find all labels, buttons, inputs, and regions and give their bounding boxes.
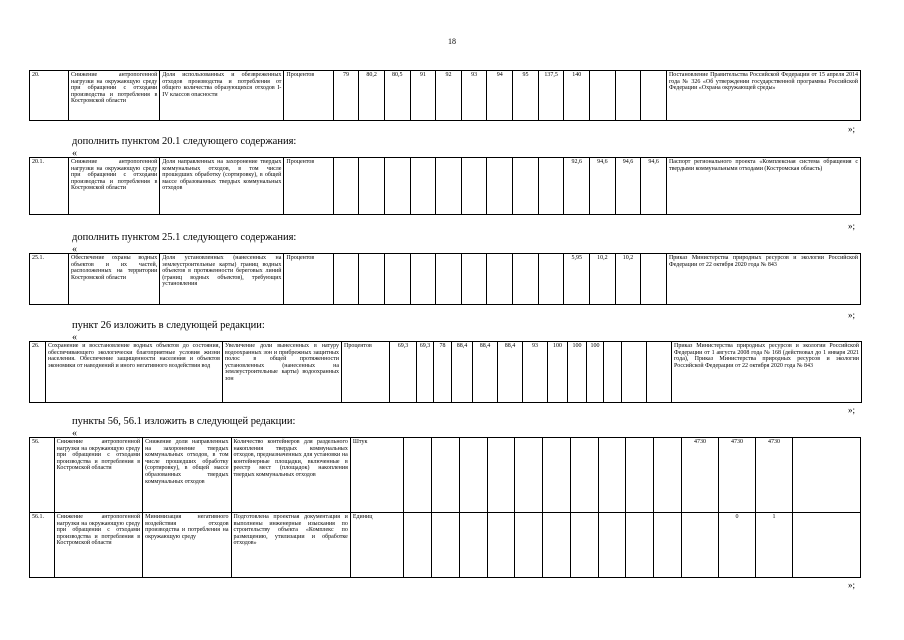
value-cell: 69,3 (417, 342, 434, 403)
value-cell: 94,6 (590, 158, 616, 215)
value-cell (570, 438, 598, 513)
indicator-name: Доля использованных и обезвреженных отходов производства и потребления от общего количества образующихся отходов I-IV классов опасности (160, 71, 284, 121)
value-cell (570, 513, 598, 578)
row-number: 20. (30, 71, 69, 121)
value-cell (487, 158, 513, 215)
table-row-20-1 (29, 157, 861, 215)
value-cell: 1 (756, 513, 793, 578)
value-cell (461, 254, 487, 305)
value-cell (590, 71, 616, 121)
table-row-26 (29, 341, 862, 403)
value-cell: 4730 (681, 438, 718, 513)
value-cell (641, 71, 667, 121)
value-cell (459, 438, 487, 513)
row-number: 56.1. (30, 513, 55, 578)
unit-cell: Штук (350, 438, 403, 513)
table-row (30, 342, 862, 403)
source-cell: Паспорт регионального проекта «Комплексная система обращения с твердыми коммунальными отходами (Костромская область) (666, 158, 860, 215)
row-number: 56. (30, 438, 55, 513)
value-cell (410, 158, 436, 215)
section-heading: пункты 56, 56.1 изложить в следующей редакции: (72, 416, 296, 427)
value-cell (622, 342, 647, 403)
value-cell (654, 438, 682, 513)
value-cell: 88,4 (498, 342, 523, 403)
value-cell: 4730 (718, 438, 755, 513)
goal-name: Сохранение и восстановление водных объектов до состояния, обеспечивающего экологически благоприятные условия жизни населения. Обеспечение защищенности населения и объектов экономики от наводнений и иного негативного воздействия вод (46, 342, 223, 403)
value-cell: 137,5 (538, 71, 564, 121)
value-cell (384, 158, 410, 215)
value-cell (404, 438, 432, 513)
value-cell (647, 342, 672, 403)
value-cell (626, 513, 654, 578)
value-cell: 140 (564, 71, 590, 121)
unit-cell: Единиц (350, 513, 403, 578)
value-cell (543, 438, 571, 513)
indicator-name: Доля установленных (нанесенных на землеустроительные карты) границ водных объектов в протяженности береговых линий (границ водных объектов), требующих установления (160, 254, 284, 305)
row-number: 20.1. (30, 158, 69, 215)
value-cell (359, 158, 385, 215)
table-row-25-1 (29, 253, 861, 305)
table-row (30, 254, 861, 305)
value-cell (543, 513, 571, 578)
value-cell (384, 254, 410, 305)
value-cell: 78 (434, 342, 452, 403)
table-row-20 (29, 70, 861, 121)
value-cell (538, 158, 564, 215)
section-heading: пункт 26 изложить в следующей редакции: (72, 320, 265, 331)
value-cell: 10,2 (615, 254, 641, 305)
value-cell (626, 438, 654, 513)
value-cell: 91 (410, 71, 436, 121)
goal-name: Обеспечение охраны водных объектов и их частей, расположенных на территории Костромской области (68, 254, 159, 305)
indicator-name: Увеличение доли вынесенных в натуру водоохранных зон и прибрежных защитных полос в общей протяженности установленных (нанесенных на землеустроительные карты) водоохранных зон (223, 342, 342, 403)
close-quote: »; (848, 124, 856, 134)
value-cell: 80,2 (359, 71, 385, 121)
value-cell: 5,95 (564, 254, 590, 305)
value-cell: 100 (568, 342, 587, 403)
table-row (30, 71, 861, 121)
open-quote: « (72, 244, 77, 255)
source-cell: Постановление Правительства Российской Федерации от 15 апреля 2014 года № 326 «Об утверждении государственной программы Российской Федерации «Охрана окружающей среды» (666, 71, 860, 121)
open-quote: « (72, 428, 77, 439)
row-number: 26. (30, 342, 46, 403)
value-cell (681, 513, 718, 578)
source-cell: Приказ Министерства природных ресурсов и экологии Российской Федерации от 1 августа 2008 года № 168 (действовал до 1 января 2021 года), Приказ Министерства природных ресурсов и экологии Российской Федерации от 22 октября 2020 года № 843 (672, 342, 862, 403)
table-rows-56 (29, 437, 861, 578)
value-cell (333, 254, 359, 305)
section-heading: дополнить пунктом 20.1 следующего содержания: (72, 136, 297, 147)
value-cell (487, 513, 515, 578)
close-quote: »; (848, 221, 856, 231)
value-cell: 100 (548, 342, 568, 403)
value-cell (641, 254, 667, 305)
value-cell: 92 (436, 71, 462, 121)
close-quote: »; (848, 580, 856, 590)
close-quote: »; (848, 405, 856, 415)
value-cell (513, 158, 539, 215)
value-cell (333, 158, 359, 215)
value-cell (615, 71, 641, 121)
value-cell (604, 342, 622, 403)
value-cell: 93 (461, 71, 487, 121)
value-cell: 4730 (756, 438, 793, 513)
close-quote: »; (848, 310, 856, 320)
table-row (30, 513, 861, 578)
row-number: 25.1. (30, 254, 69, 305)
table-row (30, 438, 861, 513)
value-cell (436, 158, 462, 215)
value-cell: 0 (718, 513, 755, 578)
unit-cell: Процентов (342, 342, 390, 403)
value-cell: 10,2 (590, 254, 616, 305)
value-cell (359, 254, 385, 305)
value-cell (432, 438, 460, 513)
value-cell: 94 (487, 71, 513, 121)
value-cell: 88,4 (452, 342, 473, 403)
unit-cell: Процентов (284, 254, 333, 305)
goal-name: Снижение антропогенной нагрузки на окружающую среду при обращении с отходами производства и потребления в Костромской области (54, 513, 142, 578)
open-quote: « (72, 148, 77, 159)
value-cell: 93 (523, 342, 548, 403)
value-cell (404, 513, 432, 578)
indicator-name: Подготовлена проектная документация и выполнены инженерные изыскания по строительству объекта «Комплекс по размещению, утилизации и обработке отходов» (231, 513, 350, 578)
goal-name: Снижение антропогенной нагрузки на окружающую среду при обращении с отходами производства и потребления в Костромской области (68, 158, 159, 215)
indicator-name: Доля направленных на захоронение твердых коммунальных отходов, в том числе прошедших обработку (сортировку), в общей массе образованных твердых коммунальных отходов (160, 158, 284, 215)
table-row (30, 158, 861, 215)
value-cell: 94,6 (641, 158, 667, 215)
value-cell: 79 (333, 71, 359, 121)
section-heading: дополнить пунктом 25.1 следующего содержания: (72, 232, 297, 243)
value-cell (654, 513, 682, 578)
value-cell: 80,5 (384, 71, 410, 121)
value-cell (538, 254, 564, 305)
value-cell (432, 513, 460, 578)
value-cell (461, 158, 487, 215)
value-cell (410, 254, 436, 305)
value-cell (515, 513, 543, 578)
value-cell (487, 254, 513, 305)
goal-name: Снижение антропогенной нагрузки на окружающую среду при обращении с отходами производства и потребления в Костромской области (54, 438, 142, 513)
value-cell: 69,3 (390, 342, 417, 403)
unit-cell: Процентов (284, 71, 333, 121)
value-cell (513, 254, 539, 305)
goal-name: Снижение антропогенной нагрузки на окружающую среду при обращении с отходами производства и потребления в Костромской области (68, 71, 159, 121)
source-cell: Приказ Министерства природных ресурсов и экологии Российской Федерации от 22 октября 2020 года № 843 (666, 254, 860, 305)
value-cell (459, 513, 487, 578)
value-cell: 100 (587, 342, 604, 403)
task-name: Снижение доли направленных на захоронение твердых коммунальных отходов, в том числе прошедших обработку (сортировку), в общей массе образованных твердых коммунальных отходов (143, 438, 231, 513)
value-cell: 94,6 (615, 158, 641, 215)
task-name: Минимизация негативного воздействия отходов производства и потребления на окружающую среду (143, 513, 231, 578)
indicator-name: Количество контейнеров для раздельного накопления твердых коммунальных отходов, предназначенных для установки на контейнерные площадки, включенные в реестр мест (площадок) накопления твердых коммунальных отходов (231, 438, 350, 513)
value-cell: 92,6 (564, 158, 590, 215)
value-cell (487, 438, 515, 513)
value-cell: 88,4 (473, 342, 498, 403)
page-number: 18 (448, 37, 456, 46)
value-cell (436, 254, 462, 305)
value-cell (598, 438, 626, 513)
value-cell (515, 438, 543, 513)
open-quote: « (72, 332, 77, 343)
unit-cell: Процентов (284, 158, 333, 215)
value-cell (793, 438, 861, 513)
value-cell (793, 513, 861, 578)
value-cell (598, 513, 626, 578)
value-cell: 95 (513, 71, 539, 121)
